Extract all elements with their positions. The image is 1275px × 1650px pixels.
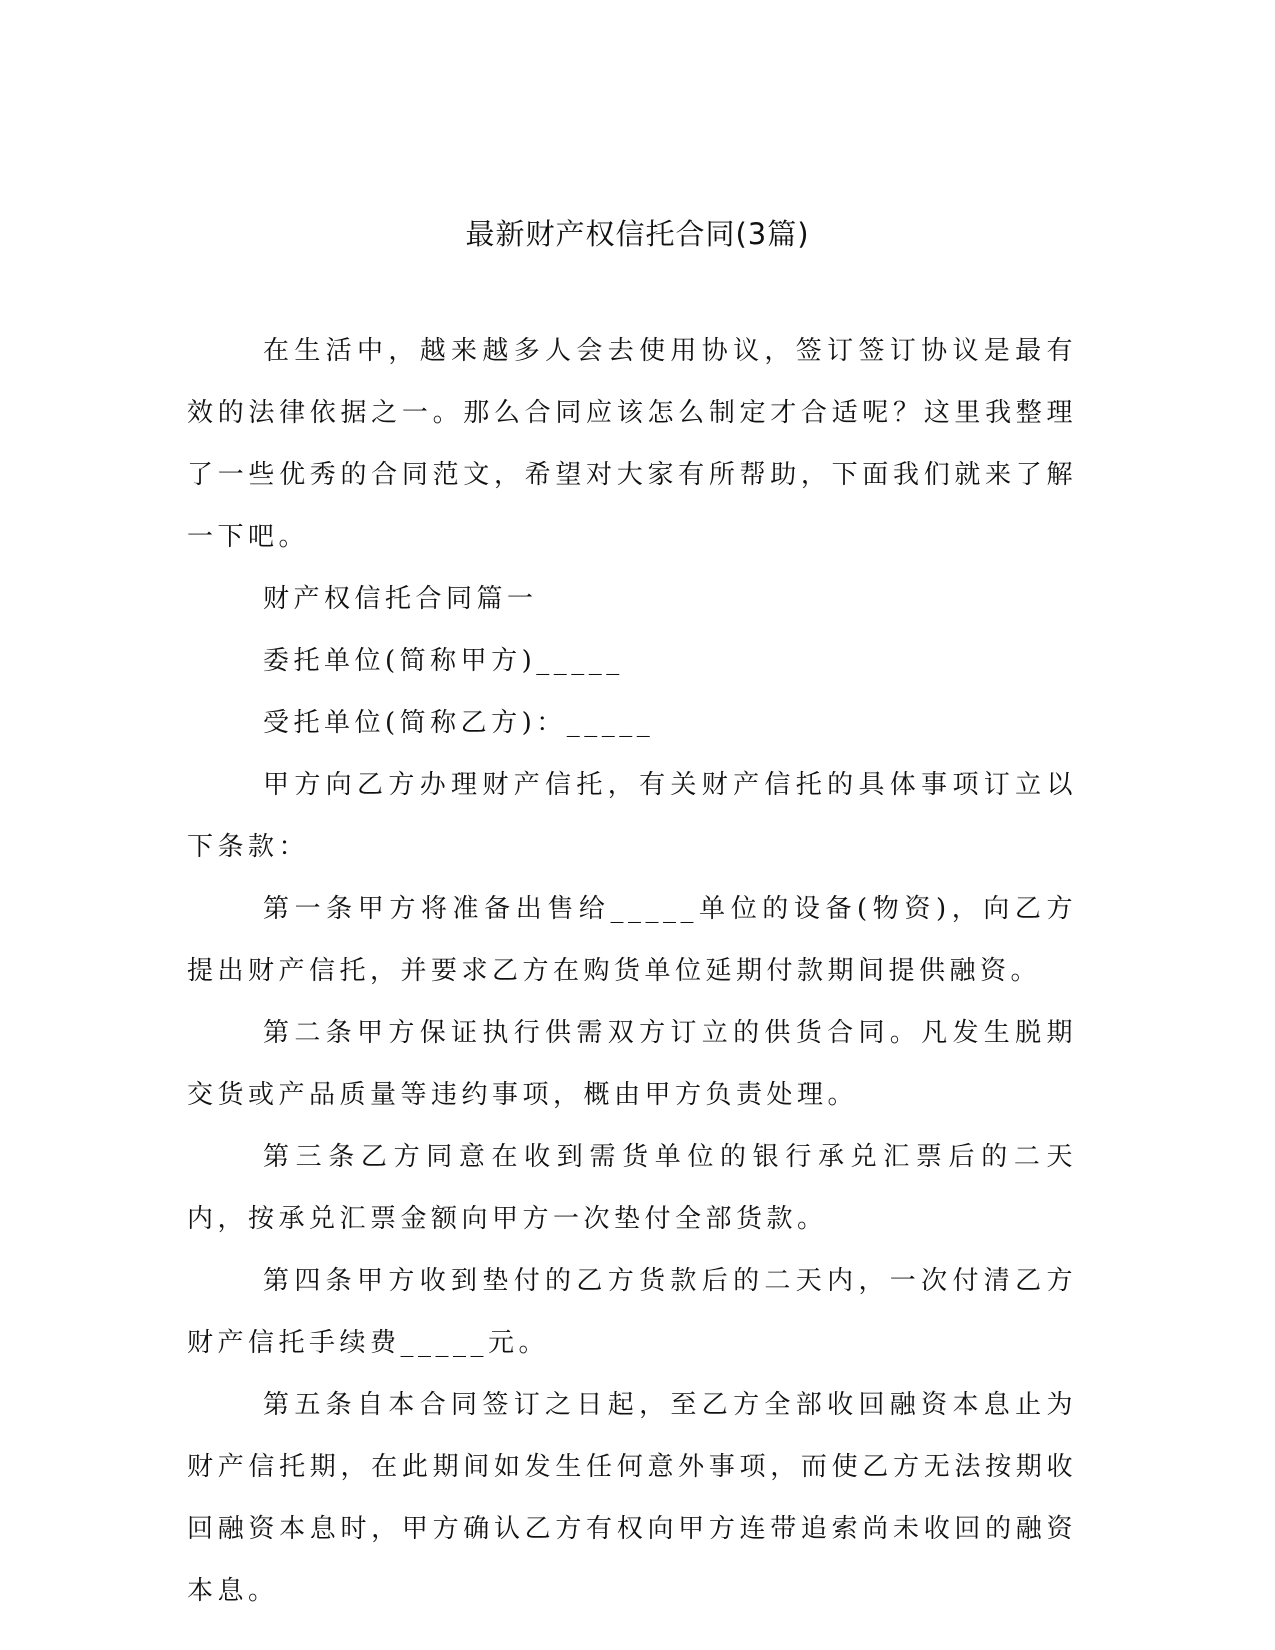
intro-paragraph: 在生活中，越来越多人会去使用协议，签订签订协议是最有效的法律依据之一。那么合同应该怎么制定才合适呢？这里我整理了一些优秀的合同范文，希望对大家有所帮助，下面我们就来了解一下吧。	[187, 336, 1077, 552]
document-title: 最新财产权信托合同(3篇)	[465, 217, 810, 251]
section-heading-1: 财产权信托合同篇一	[263, 584, 538, 614]
article-1: 第一条甲方将准备出售给_____单位的设备(物资)，向乙方提出财产信托，并要求乙方在购货单位延期付款期间提供融资。	[187, 894, 1077, 986]
article-5: 第五条自本合同签订之日起，至乙方全部收回融资本息止为财产信托期，在此期间如发生任何意外事项，而使乙方无法按期收回融资本息时，甲方确认乙方有权向甲方连带追索尚未收回的融资本息。	[187, 1390, 1077, 1606]
article-4: 第四条甲方收到垫付的乙方货款后的二天内，一次付清乙方财产信托手续费_____元。	[187, 1266, 1077, 1358]
article-2: 第二条甲方保证执行供需双方订立的供货合同。凡发生脱期交货或产品质量等违约事项，概由甲方负责处理。	[187, 1018, 1077, 1110]
preamble-paragraph: 甲方向乙方办理财产信托，有关财产信托的具体事项订立以下条款：	[187, 770, 1077, 862]
article-3: 第三条乙方同意在收到需货单位的银行承兑汇票后的二天内，按承兑汇票金额向甲方一次垫付全部货款。	[187, 1142, 1077, 1234]
principal-party-line: 委托单位(简称甲方)_____	[263, 646, 624, 676]
trustee-party-line: 受托单位(简称乙方)：_____	[263, 708, 655, 738]
document-body	[187, 320, 1077, 1622]
